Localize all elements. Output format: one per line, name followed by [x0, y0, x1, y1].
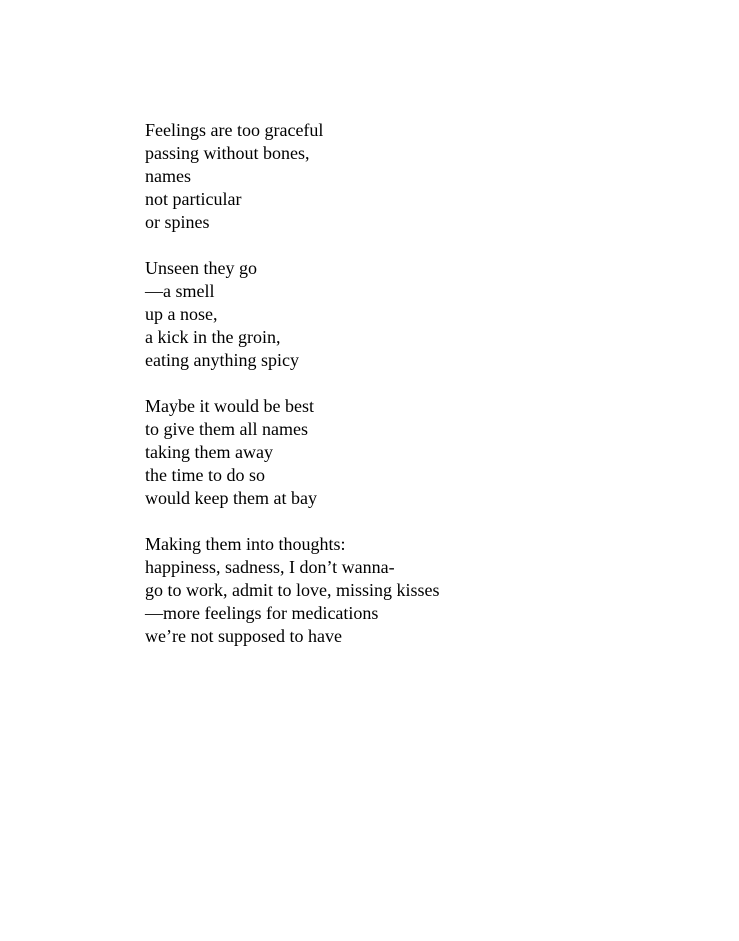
poem-body [145, 119, 705, 648]
poem-line: Maybe it would be best [145, 396, 314, 416]
poem-line: to give them all names [145, 419, 308, 439]
poem-line: we’re not supposed to have [145, 626, 342, 646]
poem-line: the time to do so [145, 465, 265, 485]
poem-line: Feelings are too graceful [145, 120, 324, 140]
poem-line: not particular [145, 189, 242, 209]
poem-line: would keep them at bay [145, 488, 317, 508]
poem-line: Unseen they go [145, 258, 257, 278]
poem-line: taking them away [145, 442, 273, 462]
stanza-3 [145, 395, 705, 510]
poem-line: eating anything spicy [145, 350, 299, 370]
poem-line: or spines [145, 212, 210, 232]
poem-line: passing without bones, [145, 143, 310, 163]
stanza-2 [145, 257, 705, 372]
poem-line: go to work, admit to love, missing kisses [145, 580, 440, 600]
poem-line: a kick in the groin, [145, 327, 281, 347]
poem-line: happiness, sadness, I don’t wanna- [145, 557, 395, 577]
stanza-4 [145, 533, 705, 648]
poem-line: up a nose, [145, 304, 218, 324]
poem-line: —more feelings for medications [145, 603, 379, 623]
poem-line: —a smell [145, 281, 215, 301]
poem-line: Making them into thoughts: [145, 534, 346, 554]
poem-line: names [145, 166, 191, 186]
stanza-1 [145, 119, 705, 234]
